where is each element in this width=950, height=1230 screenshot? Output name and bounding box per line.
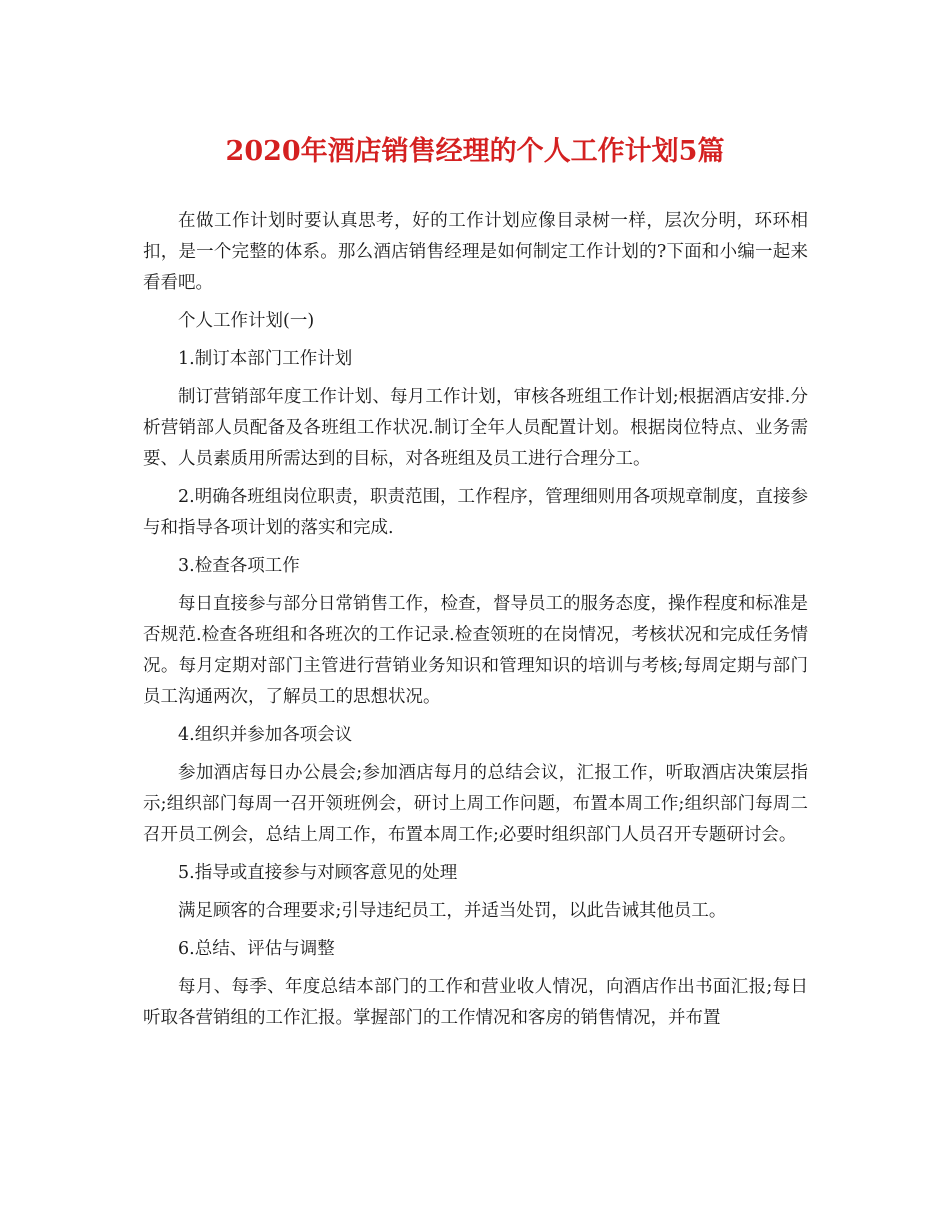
intro-paragraph: 在做工作计划时要认真思考，好的工作计划应像目录树一样，层次分明，环环相扣，是一个完整的体系。那么酒店销售经理是如何制定工作计划的?下面和小编一起来看看吧。	[143, 211, 808, 293]
body-paragraph: 参加酒店每日办公晨会;参加酒店每月的总结会议，汇报工作，听取酒店决策层指示;组织部门每周一召开领班例会，研讨上周工作问题，布置本周工作;组织部门每周二召开员工例会，总结上周工作，布置本周工作;必要时组织部门人员召开专题研讨会。	[143, 763, 808, 845]
document-title: 2020年酒店销售经理的个人工作计划5篇	[225, 136, 725, 167]
body-paragraph: 制订营销部年度工作计划、每月工作计划，审核各班组工作计划;根据酒店安排.分析营销部人员配备及各班组工作状况.制订全年人员配置计划。根据岗位特点、业务需要、人员素质用所需达到的目标，对各班组及员工进行合理分工。	[143, 387, 808, 469]
document-body	[143, 206, 808, 1041]
body-paragraph: 每日直接参与部分日常销售工作，检查，督导员工的服务态度，操作程度和标准是否规范.检查各班组和各班次的工作记录.检查领班的在岗情况，考核状况和完成任务情况。每月定期对部门主管进行营销业务知识和管理知识的培训与考核;每周定期与部门员工沟通两次，了解员工的思想状况。	[143, 594, 808, 707]
section-heading: 个人工作计划(一)	[178, 311, 315, 331]
item-heading: 6.总结、评估与调整	[178, 939, 335, 959]
item-heading: 1.制订本部门工作计划	[178, 349, 353, 369]
item-heading: 2.明确各班组岗位职责，职责范围，工作程序，管理细则用各项规章制度，直接参与和指导各项计划的落实和完成.	[143, 487, 808, 538]
body-paragraph: 每月、每季、年度总结本部门的工作和营业收人情况，向酒店作出书面汇报;每日听取各营销组的工作汇报。掌握部门的工作情况和客房的销售情况，并布置	[143, 977, 808, 1028]
item-heading: 4.组织并参加各项会议	[178, 725, 353, 745]
item-heading: 3.检查各项工作	[178, 556, 300, 576]
body-paragraph: 满足顾客的合理要求;引导违纪员工，并适当处罚，以此告诫其他员工。	[178, 901, 727, 921]
item-heading: 5.指导或直接参与对顾客意见的处理	[178, 863, 458, 883]
